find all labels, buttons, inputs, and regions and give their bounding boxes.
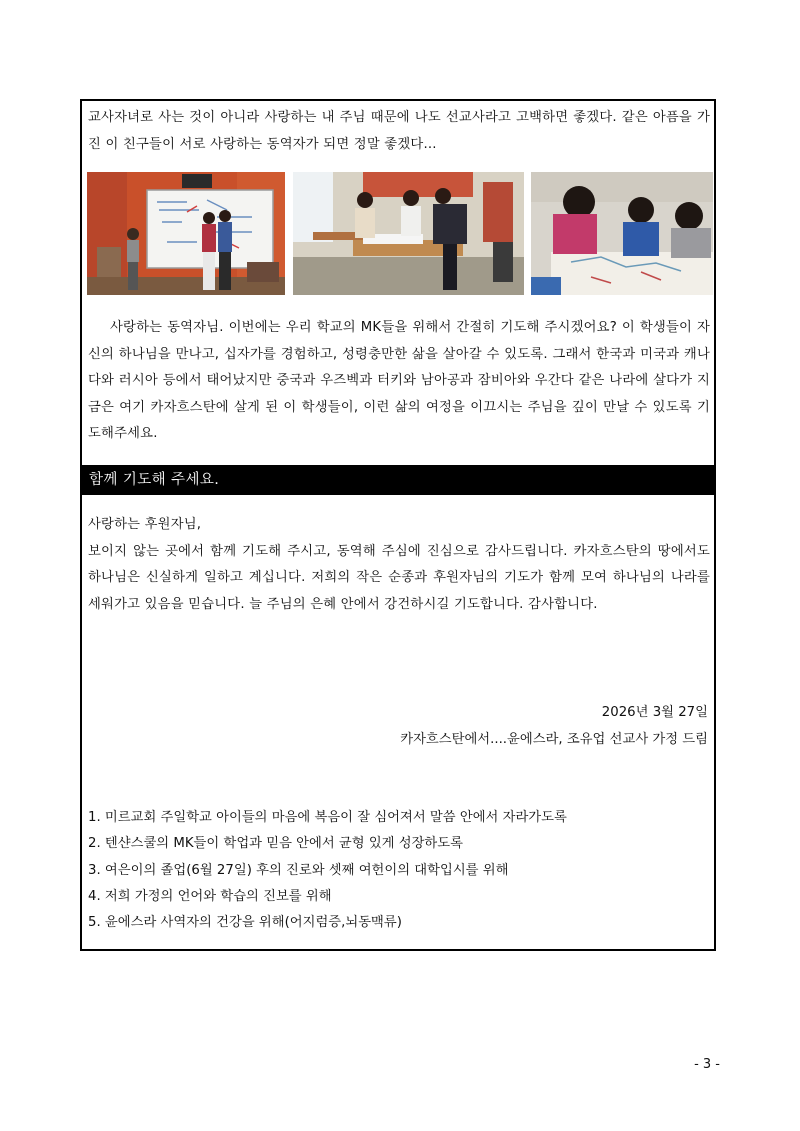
section-header: 함께 기도해 주세요. [82,465,714,495]
letter-signature: 카자흐스탄에서....윤에스라, 조유업 선교사 가정 드림 [400,732,708,747]
prayer-list [88,805,710,936]
letter-body [88,512,710,618]
students-map-activity-photo [531,172,713,295]
letter-greeting: 사랑하는 후원자님, [88,517,202,532]
prayer-item: 4. 저희 가정의 언어와 학습의 진보를 위해 [88,888,332,904]
prayer-item: 1. 미르교회 주일학교 아이들의 마음에 복음이 잘 심어져서 말씀 안에서 자라가도록 [88,810,567,825]
intro-paragraph: 교사자녀로 사는 것이 아니라 사랑하는 내 주님 때문에 나도 선교사라고 고백하면 좋겠다. 같은 아픔을 가진 이 친구들이 서로 사랑하는 동역자가 되면 정말 좋겠다... [88,110,710,152]
prayer-item: 2. 텐샨스쿨의 MK들이 학업과 믿음 안에서 균형 있게 성장하도록 [88,836,463,852]
prayer-item: 3. 여은이의 졸업(6월 27일) 후의 진로와 셋째 여헌이의 대학입시를 위해 [88,862,509,878]
letter-text: 보이지 않는 곳에서 함께 기도해 주시고, 동역해 주심에 진심으로 감사드립니다. 카자흐스탄의 땅에서도 하나님은 신실하게 일하고 계십니다. 저희의 작은 순종과 후원자님의 기도가 함께 모여 하나님의 나라를 세워가고 있음을 믿습니다. 늘 주님의 은혜 안에서 강건하시길 기도합니다. 감사합니다. [88,543,710,612]
page-number: - 3 - [694,1057,720,1072]
photo-strip [87,172,713,295]
classroom-whiteboard-photo [87,172,285,295]
students-group-study-photo [293,172,524,295]
letter-date: 2026년 3월 27일 [601,705,708,720]
prayer-item: 5. 윤에스라 사역자의 건강을 위해(어지럼증,뇌동맥류) [88,915,402,931]
request-paragraph: 사랑하는 동역자님. 이번에는 우리 학교의 MK들을 위해서 간절히 기도해 주시겠어요? 이 학생들이 자신의 하나님을 만나고, 십자가를 경험하고, 성령충만한 삶을 살아갈 수 있도록. 그래서 한국과 미국과 캐나다와 러시아 등에서 태어났지만 중국과 우즈벡과 터키와 남아공과 잠비아와 우간다 같은 나라에 살다가 지금은 여기 카자흐스탄에 살게 된 이 학생들이, 이런 삶의 여정을 이끄시는 주님을 깊이 만날 수 있도록 기도해주세요. [88,320,710,441]
newsletter-frame [80,99,716,951]
